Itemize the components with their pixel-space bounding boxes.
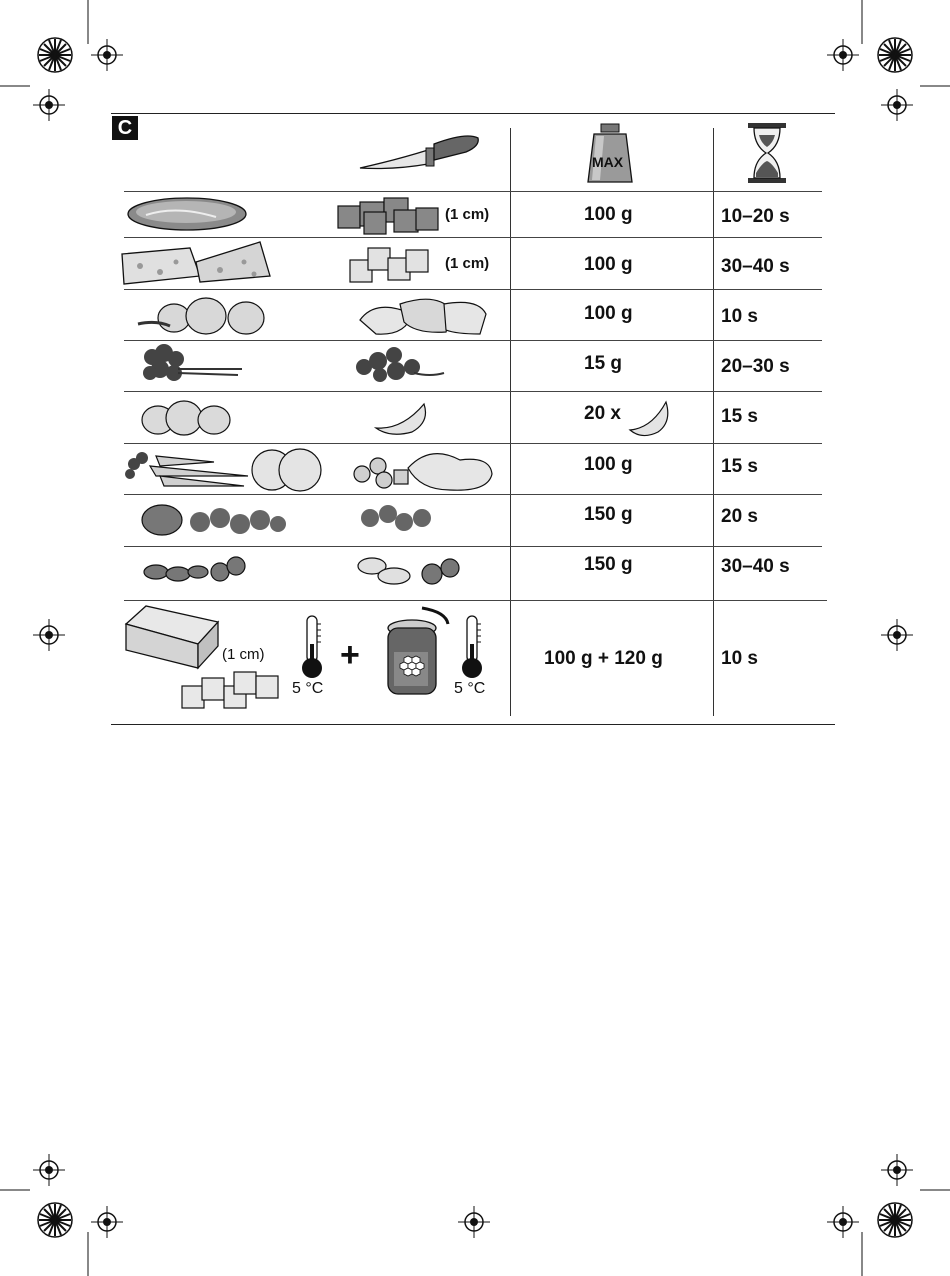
onions-icon bbox=[136, 292, 272, 336]
row-divider bbox=[124, 391, 822, 392]
meat-cubes-icon bbox=[334, 196, 442, 236]
butter-block-icon bbox=[124, 604, 220, 670]
amount-value: 150 g bbox=[584, 554, 633, 575]
row-divider bbox=[124, 443, 822, 444]
temperature-label: 5 °C bbox=[454, 680, 486, 697]
hourglass-icon bbox=[746, 121, 788, 185]
time-value: 20–30 s bbox=[721, 356, 790, 377]
chopped-parsley-icon bbox=[350, 343, 446, 387]
amount-value: 100 g + 120 g bbox=[544, 648, 663, 669]
almonds-hazelnuts-icon bbox=[138, 552, 248, 586]
garlic-clove-icon bbox=[372, 400, 430, 436]
thermometer-icon bbox=[300, 614, 324, 680]
column-divider-2 bbox=[713, 128, 714, 716]
cheese-block-icon bbox=[120, 240, 272, 286]
time-value: 15 s bbox=[721, 456, 758, 477]
meat-steak-icon bbox=[126, 195, 248, 233]
size-label: (1 cm) bbox=[222, 646, 265, 663]
carrots-apples-icon bbox=[120, 446, 324, 492]
time-value: 15 s bbox=[721, 406, 758, 427]
garlic-clove-icon bbox=[626, 398, 672, 438]
parsley-bunch-icon bbox=[138, 343, 244, 387]
size-label: (1 cm) bbox=[445, 206, 490, 223]
amount-value: 100 g bbox=[584, 204, 633, 225]
garlic-bulbs-icon bbox=[136, 396, 236, 438]
amount-value: 20 x bbox=[584, 403, 621, 424]
chopped-nuts-icon bbox=[352, 552, 466, 586]
amount-value: 100 g bbox=[584, 254, 633, 275]
row-divider bbox=[124, 191, 822, 192]
amount-value: 100 g bbox=[584, 454, 633, 475]
honey-jar-icon bbox=[382, 606, 456, 698]
knife-icon bbox=[356, 130, 482, 174]
chopped-carrots-apples-icon bbox=[350, 448, 494, 492]
time-value: 10 s bbox=[721, 306, 758, 327]
time-value: 30–40 s bbox=[721, 556, 790, 577]
row-divider bbox=[124, 237, 822, 238]
time-value: 30–40 s bbox=[721, 256, 790, 277]
time-value: 10 s bbox=[721, 648, 758, 669]
time-value: 20 s bbox=[721, 506, 758, 527]
walnuts-icon bbox=[136, 498, 292, 540]
weight-icon-label: MAX bbox=[592, 154, 624, 170]
row-divider bbox=[124, 546, 822, 547]
butter-cubes-icon bbox=[178, 668, 288, 714]
section-badge: C bbox=[112, 116, 138, 140]
amount-value: 100 g bbox=[584, 303, 633, 324]
column-divider-1 bbox=[510, 128, 511, 716]
amount-value: 15 g bbox=[584, 353, 623, 374]
amount-value: 150 g bbox=[584, 504, 633, 525]
chopped-walnuts-icon bbox=[356, 500, 440, 536]
onion-pieces-icon bbox=[356, 294, 490, 338]
size-label: (1 cm) bbox=[445, 255, 490, 272]
weight-icon bbox=[584, 122, 636, 184]
row-divider bbox=[124, 289, 822, 290]
temperature-label: 5 °C bbox=[292, 680, 324, 697]
row-divider bbox=[124, 600, 827, 601]
cheese-cubes-icon bbox=[346, 244, 442, 286]
plus-sign: + bbox=[340, 636, 360, 674]
row-divider bbox=[124, 340, 822, 341]
row-divider bbox=[124, 494, 822, 495]
time-value: 10–20 s bbox=[721, 206, 790, 227]
thermometer-icon bbox=[460, 614, 484, 680]
